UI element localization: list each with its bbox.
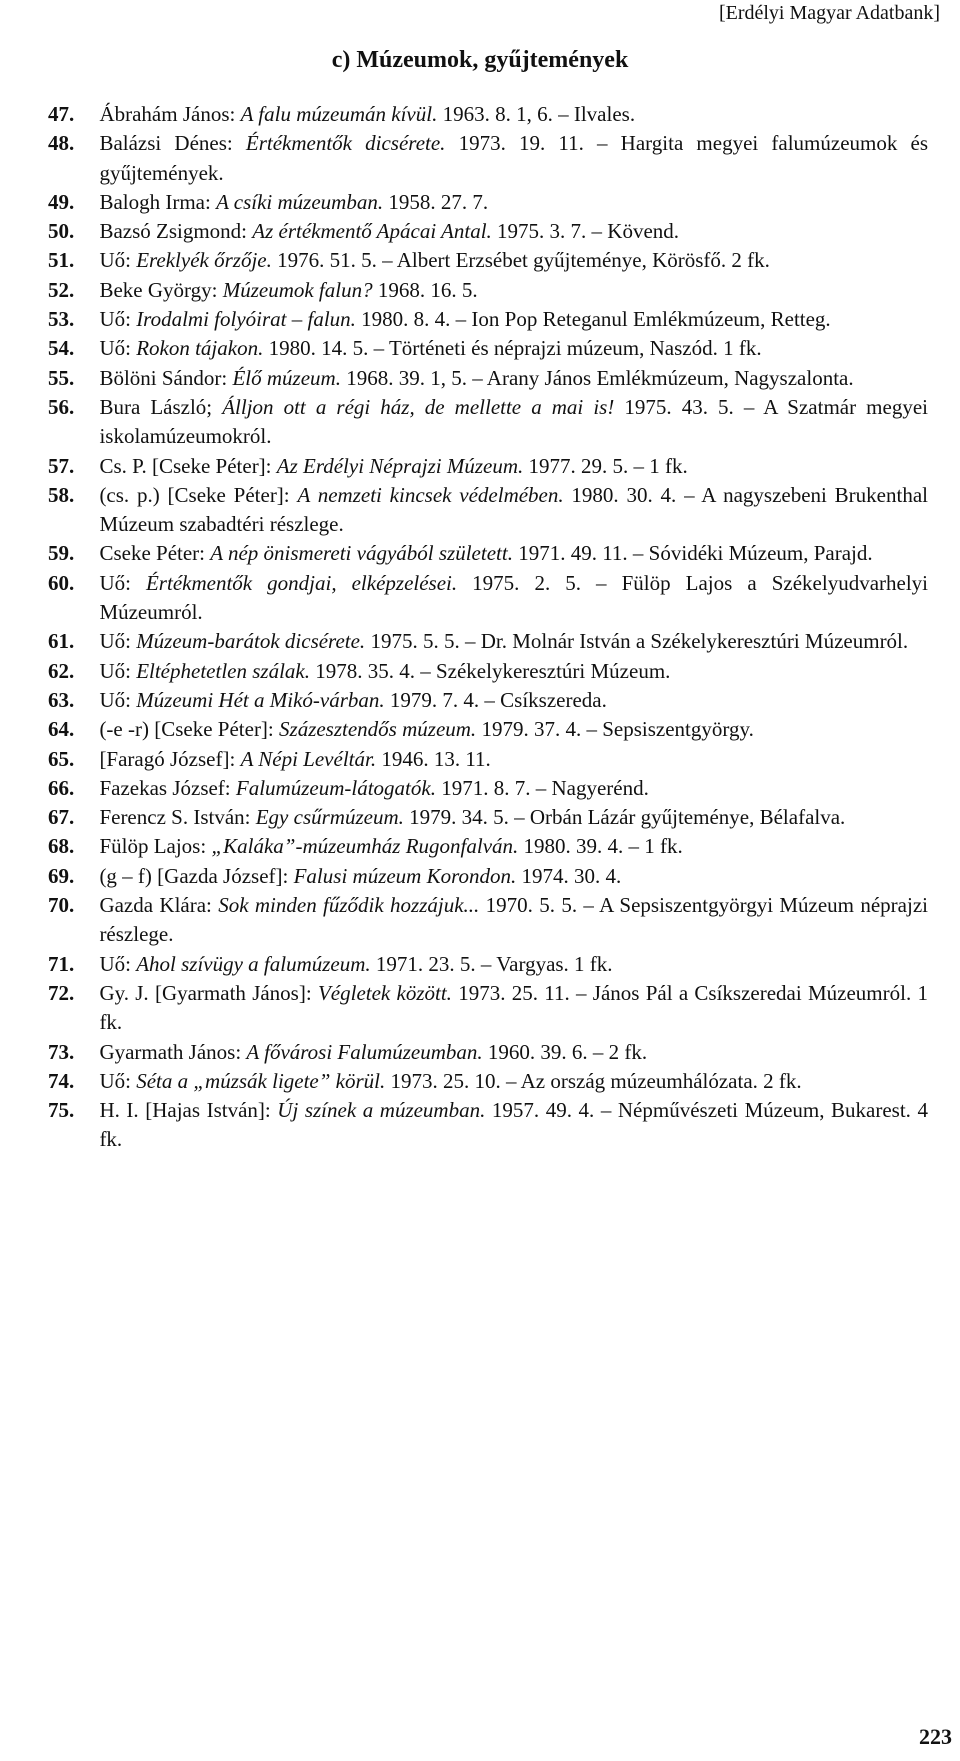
entry-details: 1980. 14. 5. – Történeti és néprajzi múzeum, Naszód. 1 fk. — [263, 336, 762, 361]
entry-title: Múzeumi Hét a Mikó-várban. — [136, 687, 385, 712]
entry-author: Fülöp Lajos: — [99, 834, 212, 859]
entry-number: 72. — [48, 980, 75, 1005]
entry-number: 70. — [48, 893, 75, 918]
entry-author: (cs. p.) [Cseke Péter]: — [99, 482, 298, 507]
bibliography-entry — [48, 862, 928, 891]
entry-details: 1980. 30. 4. – A nagyszebeni Brukenthal Múzeum szabadtéri részlege. — [99, 482, 928, 537]
bibliography-entry — [48, 657, 928, 686]
entry-author: Uő: — [99, 248, 137, 273]
entry-details: 1979. 37. 4. – Sepsiszentgyörgy. — [476, 717, 754, 742]
bibliography-entry — [48, 1067, 928, 1096]
document-header: [Erdélyi Magyar Adatbank] — [718, 2, 940, 24]
entry-number: 67. — [48, 805, 75, 830]
entry-number: 73. — [48, 1039, 75, 1064]
bibliography-entry — [48, 334, 928, 363]
bibliography-entry — [48, 305, 928, 334]
entry-title: Séta a „múzsák ligete” körül. — [136, 1068, 386, 1093]
bibliography-entry — [48, 950, 928, 979]
entry-number: 48. — [48, 131, 75, 156]
entry-author: Uő: — [99, 307, 137, 332]
entry-title: Végletek között. — [317, 980, 452, 1005]
entry-number: 62. — [48, 658, 75, 683]
entry-details: 1975. 43. 5. – A Szatmár megyei iskolamúzeumokról. — [99, 394, 928, 449]
bibliography-entry — [48, 891, 928, 950]
entry-details: 1974. 30. 4. — [516, 863, 622, 888]
entry-title: Álljon ott a régi ház, de mellette a mai is! — [222, 394, 615, 419]
entry-author: Uő: — [99, 687, 137, 712]
entry-author: Balogh Irma: — [99, 189, 217, 214]
bibliography-entry — [48, 393, 928, 452]
entry-title: Múzeumok falun? — [222, 277, 373, 302]
bibliography-entry — [48, 774, 928, 803]
entry-details: 1971. 23. 5. – Vargyas. 1 fk. — [370, 951, 613, 976]
entry-author: Bazsó Zsigmond: — [99, 219, 253, 244]
entry-number: 58. — [48, 482, 75, 507]
entry-details: 1977. 29. 5. – 1 fk. — [523, 453, 688, 478]
entry-title: A fővárosi Falumúzeumban. — [246, 1039, 483, 1064]
entry-title: A Népi Levéltár. — [240, 746, 377, 771]
entry-title: Értékmentők gondjai, elképzelései. — [145, 570, 458, 595]
bibliography-entry — [48, 129, 928, 188]
bibliography-entry — [48, 979, 928, 1038]
entry-number: 64. — [48, 717, 75, 742]
entry-number: 66. — [48, 775, 75, 800]
entry-number: 51. — [48, 248, 75, 273]
entry-details: 1958. 27. 7. — [383, 189, 489, 214]
bibliography-entry — [48, 539, 928, 568]
entry-author: Cseke Péter: — [99, 541, 211, 566]
entry-title: Falumúzeum-látogatók. — [235, 775, 436, 800]
entry-number: 55. — [48, 365, 75, 390]
entry-title: Értékmentők dicsérete. — [245, 131, 446, 156]
entry-details: 1979. 7. 4. – Csíkszereda. — [384, 687, 607, 712]
entry-author: Cs. P. [Cseke Péter]: — [99, 453, 277, 478]
entry-title: „Kaláka”-múzeumház Rugonfalván. — [211, 834, 519, 859]
entry-number: 74. — [48, 1068, 75, 1093]
entry-details: 1970. 5. 5. – A Sepsiszentgyörgyi Múzeum néprajzi részlege. — [99, 893, 928, 947]
entry-author: Gazda Klára: — [99, 893, 219, 918]
entry-details: 1957. 49. 4. – Népművészeti Múzeum, Bukarest. 4 fk. — [99, 1098, 928, 1152]
entry-number: 69. — [48, 863, 75, 888]
bibliography-entry — [48, 745, 928, 774]
entry-author: Uő: — [99, 629, 137, 654]
entry-number: 57. — [48, 453, 75, 478]
entry-number: 49. — [48, 189, 75, 214]
entry-number: 50. — [48, 219, 75, 244]
entry-details: 1960. 39. 6. – 2 fk. — [482, 1039, 648, 1064]
entry-number: 63. — [48, 687, 75, 712]
entry-title: A nemzeti kincsek védelmében. — [297, 482, 564, 507]
entry-title: Az értékmentő Apácai Antal. — [252, 219, 492, 244]
entry-details: 1975. 3. 7. – Kövend. — [491, 219, 680, 244]
bibliography-entry — [48, 452, 928, 481]
entry-number: 52. — [48, 277, 75, 302]
entry-title: A falu múzeumán kívül. — [240, 102, 438, 126]
entry-details: 1968. 39. 1, 5. – Arany János Emlékmúzeum, Nagyszalonta. — [340, 365, 854, 390]
entry-title: A nép önismereti vágyából született. — [210, 541, 513, 566]
entry-author: Fazekas József: — [99, 775, 236, 800]
entry-title: Ereklyék őrzője. — [136, 248, 272, 273]
entry-author: (-e -r) [Cseke Péter]: — [99, 717, 280, 742]
entry-details: 1980. 39. 4. – 1 fk. — [518, 834, 683, 859]
entry-title: Az Erdélyi Néprajzi Múzeum. — [276, 453, 524, 478]
entry-title: Ahol szívügy a falumúzeum. — [136, 951, 371, 976]
entry-author: Ferencz S. István: — [99, 805, 256, 830]
bibliography-entry — [48, 686, 928, 715]
bibliography-entry — [48, 832, 928, 861]
bibliography-entry — [48, 1038, 928, 1067]
entry-details: 1980. 8. 4. – Ion Pop Reteganul Emlékmúzeum, Retteg. — [355, 307, 831, 332]
entry-title: Falusi múzeum Korondon. — [293, 863, 517, 888]
entry-title: Sok minden fűződik hozzájuk... — [218, 893, 480, 918]
entry-title: Múzeum-barátok dicsérete. — [136, 629, 366, 654]
entry-details: 1971. 49. 11. – Sóvidéki Múzeum, Parajd. — [512, 541, 873, 566]
entry-details: 1946. 13. 11. — [376, 746, 491, 771]
entry-number: 75. — [48, 1098, 75, 1123]
entry-details: 1975. 2. 5. – Fülöp Lajos a Székelyudvarhelyi Múzeumról. — [99, 570, 929, 625]
entry-details: 1973. 25. 10. – Az ország múzeumhálózata. 2 fk. — [385, 1068, 802, 1093]
page-number: 223 — [919, 1724, 952, 1749]
entry-author: Uő: — [99, 951, 137, 976]
entry-author: H. I. [Hajas István]: — [99, 1098, 278, 1123]
entry-author: Beke György: — [99, 277, 223, 302]
bibliography-list — [48, 100, 928, 1155]
bibliography-entry — [48, 627, 928, 656]
entry-details: 1978. 35. 4. – Székelykeresztúri Múzeum. — [309, 658, 671, 683]
bibliography-entry — [48, 246, 928, 275]
entry-author: (g – f) [Gazda József]: — [99, 863, 294, 888]
entry-title: A csíki múzeumban. — [216, 189, 384, 214]
entry-number: 71. — [48, 951, 75, 976]
bibliography-entry — [48, 715, 928, 744]
section-title: c) Múzeumok, gyűjtemények — [331, 47, 629, 73]
entry-details: 1963. 8. 1, 6. – Ilvales. — [437, 102, 636, 126]
bibliography-entry — [48, 1096, 928, 1155]
entry-number: 60. — [48, 570, 75, 595]
bibliography-entry — [48, 803, 928, 832]
bibliography-entry — [48, 100, 928, 129]
entry-number: 59. — [48, 541, 75, 566]
entry-number: 47. — [48, 102, 75, 126]
entry-number: 65. — [48, 746, 75, 771]
entry-author: [Faragó József]: — [99, 746, 241, 771]
entry-author: Uő: — [99, 658, 137, 683]
entry-details: 1973. 19. 11. – Hargita megyei falumúzeumok és gyűjtemények. — [99, 131, 928, 185]
entry-number: 56. — [48, 394, 75, 419]
entry-number: 61. — [48, 629, 75, 654]
entry-title: Eltéphetetlen szálak. — [136, 658, 310, 683]
entry-title: Százesztendős múzeum. — [279, 717, 477, 742]
entry-author: Ábrahám János: — [99, 102, 241, 126]
entry-author: Bura László; — [99, 394, 223, 419]
entry-details: 1971. 8. 7. – Nagyerénd. — [435, 775, 649, 800]
entry-author: Uő: — [99, 336, 137, 361]
bibliography-entry — [48, 188, 928, 217]
entry-details: 1979. 34. 5. – Orbán Lázár gyűjteménye, Bélafalva. — [403, 805, 846, 830]
bibliography-entry — [48, 276, 928, 305]
entry-author: Gyarmath János: — [99, 1039, 247, 1064]
entry-number: 68. — [48, 834, 75, 859]
entry-number: 53. — [48, 307, 75, 332]
entry-author: Gy. J. [Gyarmath János]: — [99, 980, 318, 1005]
bibliography-entry — [48, 481, 928, 540]
entry-details: 1973. 25. 11. – János Pál a Csíkszeredai Múzeumról. 1 fk. — [99, 980, 928, 1035]
entry-author: Uő: — [99, 1068, 137, 1093]
entry-author: Uő: — [99, 570, 146, 595]
entry-title: Rokon tájakon. — [136, 336, 264, 361]
entry-author: Balázsi Dénes: — [99, 131, 246, 156]
entry-title: Élő múzeum. — [232, 365, 341, 390]
entry-details: 1976. 51. 5. – Albert Erzsébet gyűjteménye, Körösfő. 2 fk. — [271, 248, 770, 273]
bibliography-entry — [48, 217, 928, 246]
entry-details: 1975. 5. 5. – Dr. Molnár István a Székelykeresztúri Múzeumról. — [365, 629, 909, 654]
bibliography-entry — [48, 569, 928, 628]
entry-title: Egy csűrmúzeum. — [255, 805, 404, 830]
bibliography-entry — [48, 364, 928, 393]
entry-author: Bölöni Sándor: — [99, 365, 233, 390]
entry-number: 54. — [48, 336, 75, 361]
entry-details: 1968. 16. 5. — [372, 277, 478, 302]
entry-title: Irodalmi folyóirat – falun. — [136, 307, 356, 332]
entry-title: Új színek a múzeumban. — [277, 1098, 486, 1123]
